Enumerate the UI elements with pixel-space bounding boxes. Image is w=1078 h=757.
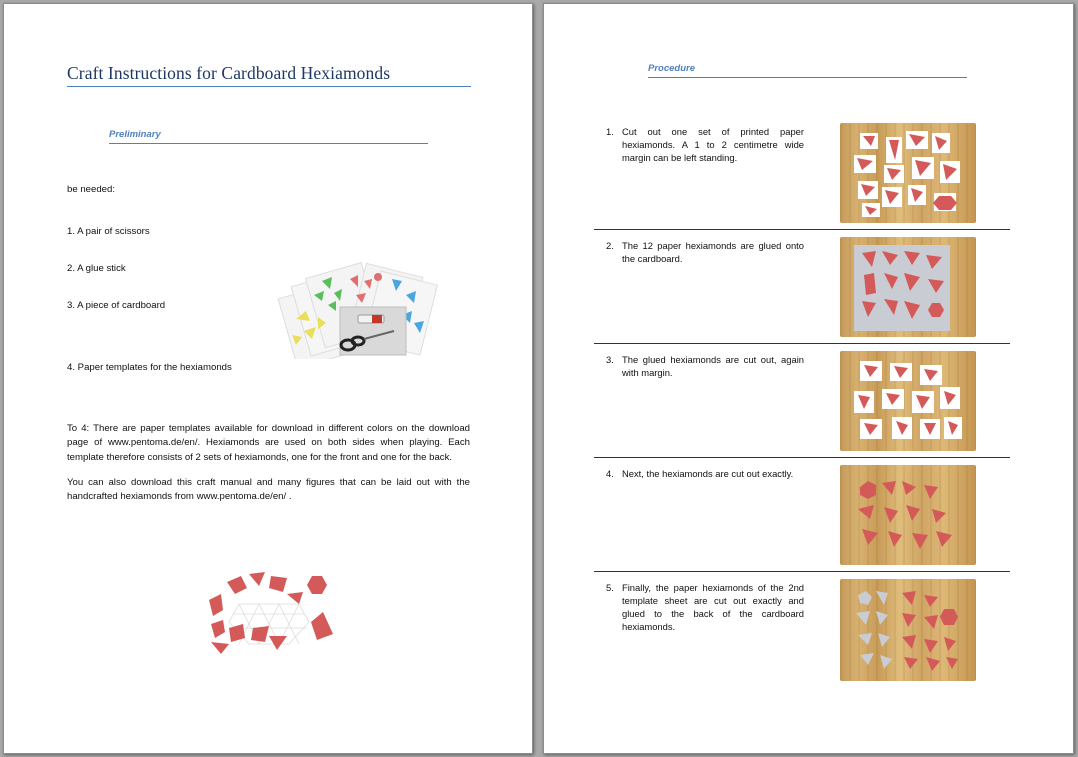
step-1-photo (840, 123, 976, 223)
materials-photo (274, 259, 444, 359)
step-divider (594, 229, 1010, 230)
title-underline (67, 86, 471, 87)
section-heading-procedure: Procedure (648, 63, 695, 74)
step-5-photo (840, 579, 976, 681)
step-text: Cut out one set of printed paper hexiamonds. A 1 to 2 centimetre wide margin can be left standing. (622, 126, 804, 163)
step-text: Finally, the paper hexiamonds of the 2nd template sheet are cut out exactly and glued to the back of the cardboard hexiamonds. (622, 582, 804, 632)
procedure-step-1 (606, 125, 804, 164)
intro-text: be needed: (67, 184, 116, 195)
list-item-glue-stick: 2. A glue stick (67, 263, 126, 274)
step-number: 4. (606, 468, 614, 479)
step-number: 5. (606, 582, 614, 593)
step-divider (594, 571, 1010, 572)
step-number: 3. (606, 354, 614, 365)
hexiamonds-figure (199, 564, 344, 659)
step-2-photo (840, 237, 976, 337)
list-item-cardboard: 3. A piece of cardboard (67, 300, 166, 311)
section-underline (648, 77, 967, 78)
download-paragraph: You can also download this craft manual and many figures that can be laid out with the handcrafted hexiamonds from www.pentoma.de/en/ . (67, 477, 470, 503)
document-title: Craft Instructions for Cardboard Hexiamonds (67, 63, 391, 83)
step-divider (594, 457, 1010, 458)
step-number: 1. (606, 126, 614, 137)
step-4-photo (840, 465, 976, 565)
procedure-step-4 (606, 467, 804, 480)
list-item-scissors: 1. A pair of scissors (67, 226, 150, 237)
section-underline (109, 143, 428, 144)
procedure-step-2 (606, 239, 804, 265)
step-number: 2. (606, 240, 614, 251)
section-heading-preliminary: Preliminary (109, 129, 161, 140)
step-text: The glued hexiamonds are cut out, again with margin. (622, 354, 804, 378)
procedure-step-3 (606, 353, 804, 379)
list-item-templates: 4. Paper templates for the hexiamonds (67, 362, 232, 373)
templates-paragraph: To 4: There are paper templates available for download in different colors on the download page of www.pentoma.de/en/. Hexiamonds are used on both sides when playing. Each template therefore consists of 2 sets of hexiamonds, one for the front and one for the back. (67, 423, 470, 463)
step-text: The 12 paper hexiamonds are glued onto the cardboard. (622, 240, 804, 264)
document-page-1 (3, 3, 533, 754)
step-3-photo (840, 351, 976, 451)
document-page-2 (543, 3, 1074, 754)
step-text: Next, the hexiamonds are cut out exactly. (622, 468, 794, 479)
step-divider (594, 343, 1010, 344)
procedure-step-5 (606, 581, 804, 633)
